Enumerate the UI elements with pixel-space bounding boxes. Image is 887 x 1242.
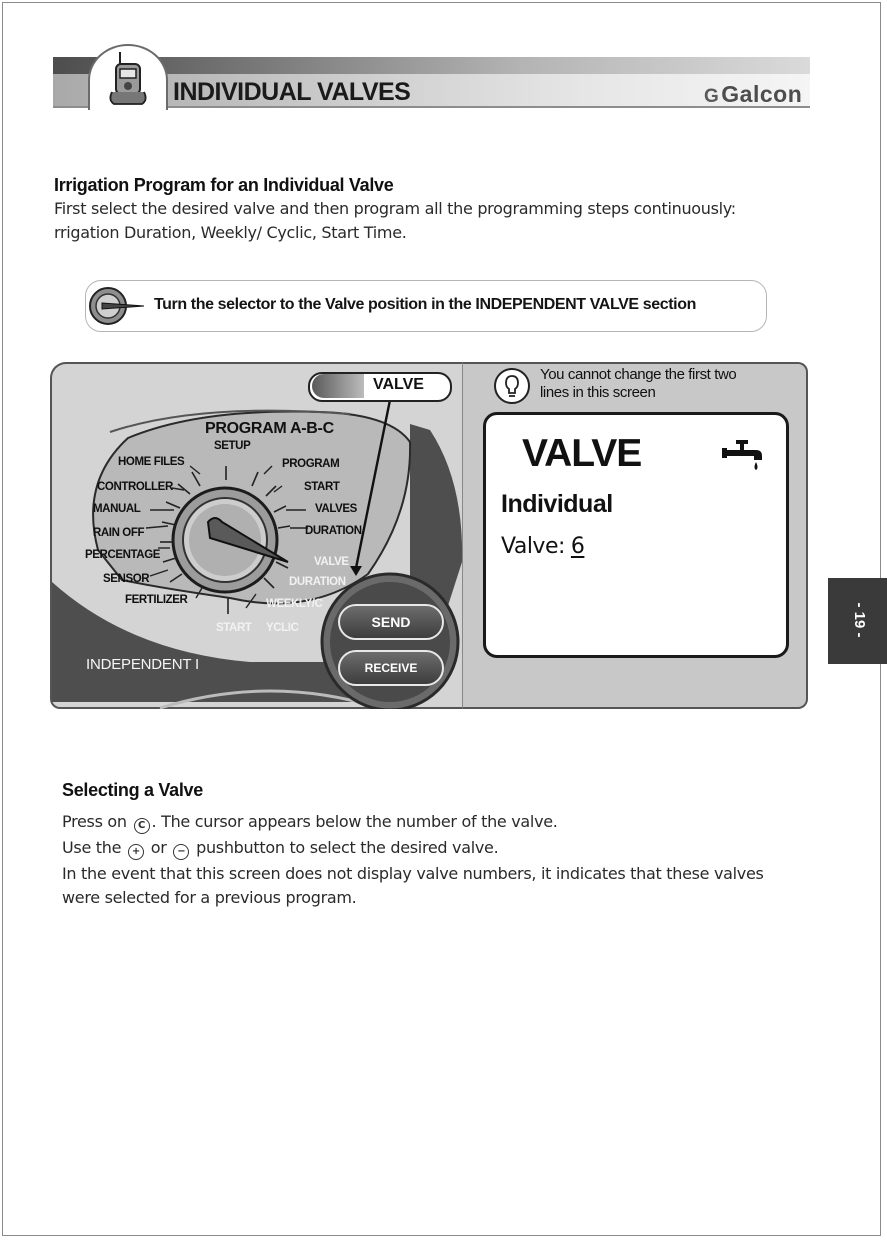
screen-mode: Individual bbox=[501, 490, 613, 518]
screen-valve-row bbox=[501, 534, 584, 559]
section-paragraph-line-1: First select the desired valve and then program all the programming steps continuously: bbox=[54, 199, 736, 218]
valve-tab-shadow bbox=[312, 374, 364, 398]
selecting-line-2-post: pushbutton to select the desired valve. bbox=[196, 838, 499, 857]
dial-label-fertilizer: FERTILIZER bbox=[125, 594, 188, 606]
dial-label-program: PROGRAM bbox=[282, 458, 340, 470]
brand-name: Galcon bbox=[721, 81, 803, 107]
faucet-icon bbox=[722, 436, 766, 476]
instruction-text: Turn the selector to the Valve position in the INDEPENDENT VALVE section bbox=[154, 296, 696, 313]
selecting-line-4: were selected for a previous program. bbox=[62, 888, 357, 907]
page-number: - 19 - bbox=[851, 602, 868, 638]
send-button[interactable]: SEND bbox=[338, 604, 444, 640]
dial-label-setup: SETUP bbox=[214, 440, 251, 452]
minus-button-icon: − bbox=[173, 844, 189, 860]
selecting-line-1 bbox=[62, 810, 558, 834]
dial-label-duration-top: DURATION bbox=[305, 525, 362, 537]
receive-button[interactable]: RECEIVE bbox=[338, 650, 444, 686]
dial-label-yclic: YCLIC bbox=[266, 622, 299, 634]
tip-line-1: You cannot change the first two bbox=[540, 366, 737, 383]
page-title: INDIVIDUAL VALVES bbox=[173, 78, 411, 106]
dial-label-valve: VALVE bbox=[314, 556, 349, 568]
selecting-line-1-post: . The cursor appears below the number of the valve. bbox=[151, 812, 558, 831]
dial-label-rain-off: RAIN OFF bbox=[93, 527, 145, 539]
section-heading-irrigation-program: Irrigation Program for an Individual Valve bbox=[54, 175, 394, 195]
selecting-line-3: In the event that this screen does not display valve numbers, it indicates that these valves bbox=[62, 864, 764, 883]
plus-button-icon: + bbox=[128, 844, 144, 860]
tip-text bbox=[540, 366, 800, 402]
dial-label-sensor: SENSOR bbox=[103, 573, 150, 585]
valve-tab-label: VALVE bbox=[373, 376, 424, 393]
screen-valve-number[interactable]: 6 bbox=[570, 534, 585, 559]
header-badge bbox=[88, 44, 168, 110]
tip-line-2: lines in this screen bbox=[540, 384, 656, 401]
dial-label-duration: DURATION bbox=[289, 576, 346, 588]
section-heading-selecting-valve: Selecting a Valve bbox=[62, 780, 203, 800]
lightbulb-icon bbox=[492, 366, 532, 406]
dial-label-start: START bbox=[216, 622, 252, 634]
selector-knob-icon bbox=[88, 285, 146, 327]
selecting-line-2 bbox=[62, 836, 498, 860]
dial-label-percentage: PERCENTAGE bbox=[85, 549, 161, 561]
program-abc-title: PROGRAM A-B-C bbox=[205, 420, 334, 437]
dial-label-weekly: WEEKLY/C bbox=[266, 598, 323, 610]
dial-label-start-top: START bbox=[304, 481, 340, 493]
cycle-button-icon: C bbox=[134, 818, 150, 834]
dial-label-controller: CONTROLLER bbox=[97, 481, 173, 493]
independent-label: INDEPENDENT I bbox=[86, 656, 199, 673]
selecting-line-2-mid: or bbox=[150, 838, 167, 857]
irrigation-controller-icon bbox=[90, 46, 166, 108]
selecting-line-2-pre: Use the bbox=[62, 838, 122, 857]
dial-label-valves: VALVES bbox=[315, 503, 357, 515]
selecting-line-1-pre: Press on bbox=[62, 812, 127, 831]
section-paragraph-line-2: rrigation Duration, Weekly/ Cyclic, Start Time. bbox=[54, 223, 407, 242]
brand-mark: G bbox=[704, 86, 720, 107]
screen-valve-label: Valve: bbox=[501, 534, 565, 559]
brand-logo bbox=[704, 81, 802, 108]
dial-label-home-files: HOME FILES bbox=[118, 456, 185, 468]
screen-title: VALVE bbox=[522, 432, 642, 475]
dial-label-manual: MANUAL bbox=[93, 503, 141, 515]
